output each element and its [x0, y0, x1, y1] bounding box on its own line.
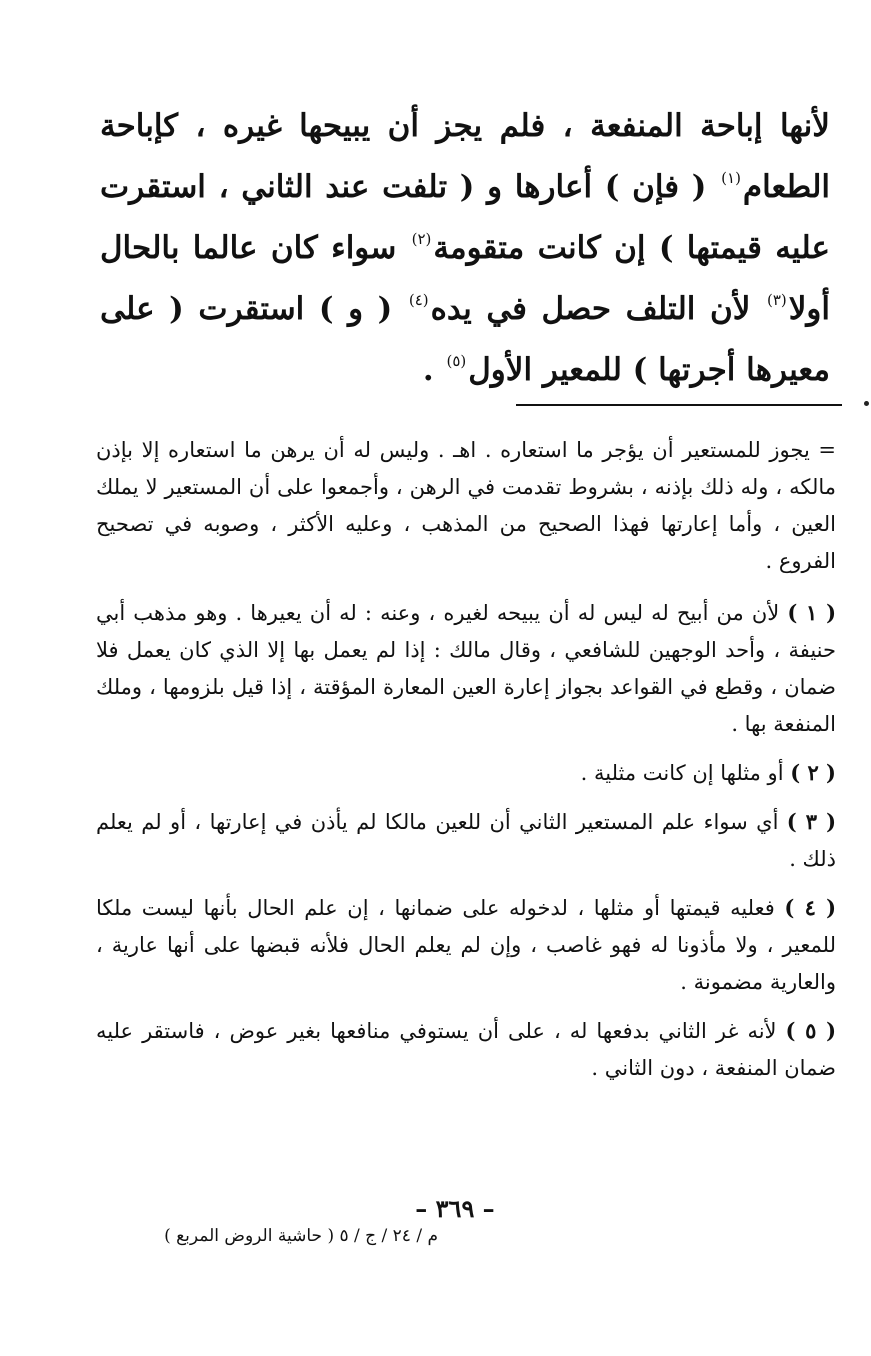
- footnote-text: أي سواء علم المستعير الثاني أن للعين مالكا لم يأذن في إعارتها ، أو لم يعلم ذلك .: [96, 810, 836, 871]
- footnote-text: فعليه قيمتها أو مثلها ، لدخوله على ضمانها ، إن علم الحال بأنها ليست ملكا للمعير ، ولا مأذونا له فهو غاصب ، وإن لم يعلم الحال فلأنه قبضها على أنها عارية ، والعارية مضمونة .: [96, 896, 836, 994]
- main-text-segment: ( و ) استقرت ( على معيرها أجرتها ) للمعير الأول: [100, 291, 830, 388]
- footnote-item: [96, 754, 836, 792]
- main-text-segment: ( فإن ) أعارها و ( تلفت عند الثاني ، استقرت عليه قيمتها ) إن كانت متقومة: [100, 169, 830, 266]
- footnote-item: [96, 889, 836, 1001]
- footnote-marker: (١): [721, 169, 741, 187]
- main-text-segment: لأنها إباحة المنفعة ، فلم يجز أن يبيحها غيره ، كإباحة الطعام: [100, 108, 831, 205]
- footnote-item: [96, 594, 836, 743]
- page-number: – ٣٦٩ –: [415, 1194, 495, 1223]
- footnote-number: ( ١ ): [787, 600, 837, 625]
- footnote-text: لأنه غر الثاني بدفعها له ، على أن يستوفي منافعها بغير عوض ، فاستقر عليه ضمان المنفعة ، دون الثاني .: [96, 1019, 836, 1080]
- footnote-continuation: = يجوز للمستعير أن يؤجر ما استعاره . اهـ . وليس له أن يرهن ما استعاره إلا بإذن مالكه ، وله ذلك بإذنه ، بشروط تقدمت في الرهن ، وأجمعوا على أن المستعير لا يملك العين ، وأما إعارتها فهذا الصحيح من المذهب ، وعليه الأكثر ، وصوبه في تصحيح الفروع .: [96, 438, 836, 573]
- footnote-number: ( ٣ ): [786, 809, 837, 834]
- printer-signature: م / ٢٤ / ج / ٥ ( حاشية الروض المربع ): [164, 1226, 438, 1246]
- main-paragraph: [100, 96, 830, 401]
- main-text-block: [100, 96, 830, 401]
- footnote-marker: (٢): [411, 230, 432, 248]
- footnote-text: أو مثلها إن كانت مثلية .: [580, 761, 791, 785]
- footnote-item: [96, 1012, 836, 1087]
- footnotes-block: [96, 432, 836, 1098]
- footnote-number: ( ٥ ): [785, 1018, 837, 1043]
- footnote-marker: (٣): [766, 291, 787, 309]
- footnote-marker: (٤): [408, 291, 429, 309]
- main-text-segment: سواء كان عالما بالحال أولا: [100, 230, 830, 327]
- footnote-number: ( ٤ ): [784, 895, 837, 920]
- footnote-item: [96, 803, 836, 878]
- footnote-divider: [516, 404, 842, 406]
- main-text-segment: لأن التلف حصل في يده: [430, 291, 751, 327]
- footnote-text: لأن من أبيح له ليس له أن يبيحه لغيره ، وعنه : له أن يعيرها . وهو مذهب أبي حنيفة ، وأحد الوجهين للشافعي ، وقال مالك : إذا لم يعمل بها إلا الذي كان يعمل فلا ضمان ، وقطع في القواعد بجواز إعارة العين المعارة المؤقتة ، إذا قيل بلزومها ، وملك المنفعة بها .: [96, 601, 836, 736]
- footnote-marker: (٥): [446, 352, 467, 370]
- footnote-number: ( ٢ ): [790, 760, 836, 785]
- page-speck: [864, 401, 869, 406]
- main-text-end: .: [422, 352, 445, 388]
